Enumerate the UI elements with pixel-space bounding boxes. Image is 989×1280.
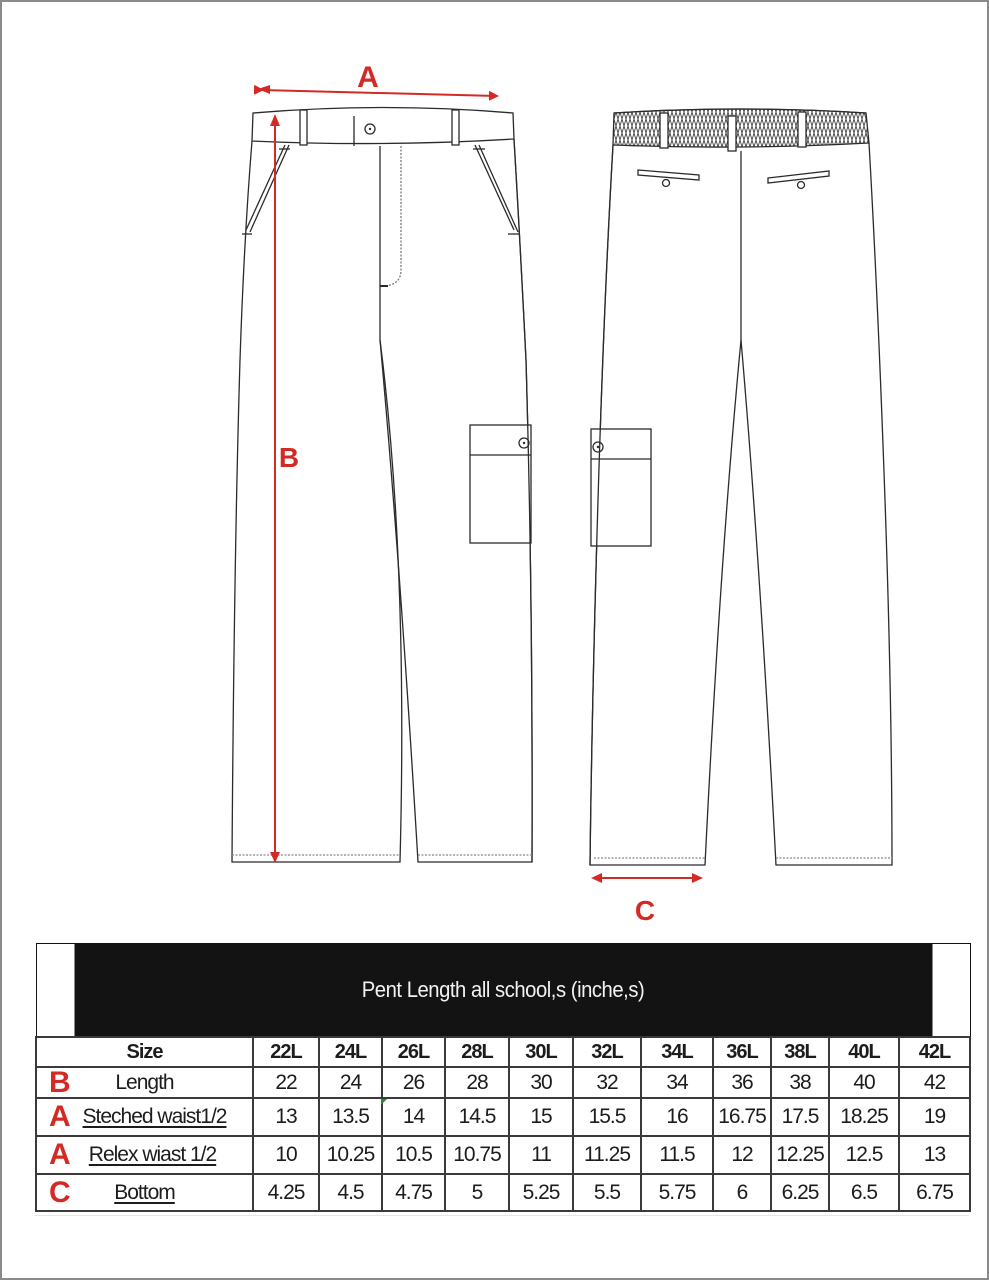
table-row-relaxed-waist — [36, 1136, 970, 1174]
value-cell: 11.5 — [641, 1136, 713, 1174]
row-label-text: Relex wiast 1/2 — [88, 1143, 217, 1166]
measure-a-arrow — [258, 61, 497, 96]
value-cell: 28 — [445, 1067, 509, 1098]
table-header-row — [36, 1037, 970, 1067]
value-cell: 17.5 — [771, 1098, 829, 1136]
value-cell: 40 — [829, 1067, 899, 1098]
table-row-bottom — [36, 1174, 970, 1211]
value-cell: 12 — [713, 1136, 771, 1174]
value-cell: 5.25 — [509, 1174, 573, 1211]
value-cell: 10.5 — [382, 1136, 445, 1174]
value-cell: 13 — [253, 1098, 319, 1136]
value-cell: 24 — [319, 1067, 382, 1098]
size-cell: 22L — [253, 1037, 319, 1067]
size-cell: 34L — [641, 1037, 713, 1067]
measure-b-arrow — [270, 114, 299, 863]
cell-comment-marker — [381, 1099, 387, 1105]
value-cell: 6 — [713, 1174, 771, 1211]
size-cell: 40L — [829, 1037, 899, 1067]
value-cell: 26 — [382, 1067, 445, 1098]
front-outline — [232, 141, 402, 862]
value-cell: 10.25 — [319, 1136, 382, 1174]
size-header: Size — [36, 1037, 253, 1067]
value-cell: 4.25 — [253, 1174, 319, 1211]
row-label — [36, 1174, 253, 1211]
front-cargo-pocket — [470, 425, 531, 543]
belt-loop-right — [452, 110, 459, 145]
value-cell: 6.5 — [829, 1174, 899, 1211]
value-cell: 14.5 — [445, 1098, 509, 1136]
back-elastic-waistband — [613, 109, 869, 147]
size-cell: 32L — [573, 1037, 641, 1067]
size-cell: 28L — [445, 1037, 509, 1067]
measure-letter: C — [49, 1175, 71, 1209]
value-cell: 34 — [641, 1067, 713, 1098]
value-cell: 32 — [573, 1067, 641, 1098]
value-cell: 18.25 — [829, 1098, 899, 1136]
row-label-text: Bottom — [114, 1180, 175, 1204]
value-cell: 4.75 — [382, 1174, 445, 1211]
back-belt-loop-left — [660, 113, 668, 148]
row-label-text: Length — [115, 1070, 174, 1094]
value-cell: 16 — [641, 1098, 713, 1136]
value-cell: 30 — [509, 1067, 573, 1098]
value-cell: 11.25 — [573, 1136, 641, 1174]
back-belt-loop-center — [728, 116, 736, 151]
value-cell: 12.25 — [771, 1136, 829, 1174]
size-cell: 42L — [899, 1037, 970, 1067]
row-label — [36, 1136, 253, 1174]
size-cell: 30L — [509, 1037, 573, 1067]
back-pants-view — [590, 109, 892, 865]
value-cell: 13.5 — [319, 1098, 382, 1136]
value-cell: 5.75 — [641, 1174, 713, 1211]
value-cell: 38 — [771, 1067, 829, 1098]
measure-c-arrow — [591, 873, 703, 926]
value-cell: 5.5 — [573, 1174, 641, 1211]
value-cell: 5 — [445, 1174, 509, 1211]
table-trailing-gridline — [35, 1215, 969, 1224]
size-cell: 26L — [382, 1037, 445, 1067]
value-cell: 42 — [899, 1067, 970, 1098]
front-waistband — [252, 108, 514, 144]
measure-letter: B — [49, 1065, 71, 1099]
value-cell: 12.5 — [829, 1136, 899, 1174]
value-cell: 36 — [713, 1067, 771, 1098]
row-label-text: Steched waist1/2 — [82, 1105, 227, 1128]
table-title: Pent Length all school,s (inche,s) — [73, 944, 932, 1038]
back-belt-loop-right — [798, 112, 806, 147]
measure-label-b: B — [278, 442, 300, 473]
value-cell: 19 — [899, 1098, 970, 1136]
measure-letter: A — [49, 1100, 71, 1133]
value-cell: 10.75 — [445, 1136, 509, 1174]
table-row-length — [36, 1067, 970, 1098]
size-cell: 24L — [319, 1037, 382, 1067]
table-row-stretched-waist — [36, 1098, 970, 1136]
belt-loop-left — [300, 110, 307, 145]
row-label — [36, 1067, 253, 1098]
value-cell: 4.5 — [319, 1174, 382, 1211]
measure-letter: A — [49, 1138, 71, 1171]
front-pants-view — [232, 108, 532, 863]
size-cell: 36L — [713, 1037, 771, 1067]
value-cell: 13 — [899, 1136, 970, 1174]
value-cell: 15.5 — [573, 1098, 641, 1136]
value-cell: 16.75 — [713, 1098, 771, 1136]
row-label — [36, 1098, 253, 1136]
value-cell: 22 — [253, 1067, 319, 1098]
value-cell: 10 — [253, 1136, 319, 1174]
measure-label-a: A — [357, 61, 379, 94]
value-cell: 6.75 — [899, 1174, 970, 1211]
value-cell: 6.25 — [771, 1174, 829, 1211]
size-chart-table — [35, 943, 971, 1212]
value-cell: 15 — [509, 1098, 573, 1136]
measure-label-c: C — [634, 895, 656, 926]
size-cell: 38L — [771, 1037, 829, 1067]
value-cell: 14 — [382, 1098, 445, 1136]
value-cell: 11 — [509, 1136, 573, 1174]
